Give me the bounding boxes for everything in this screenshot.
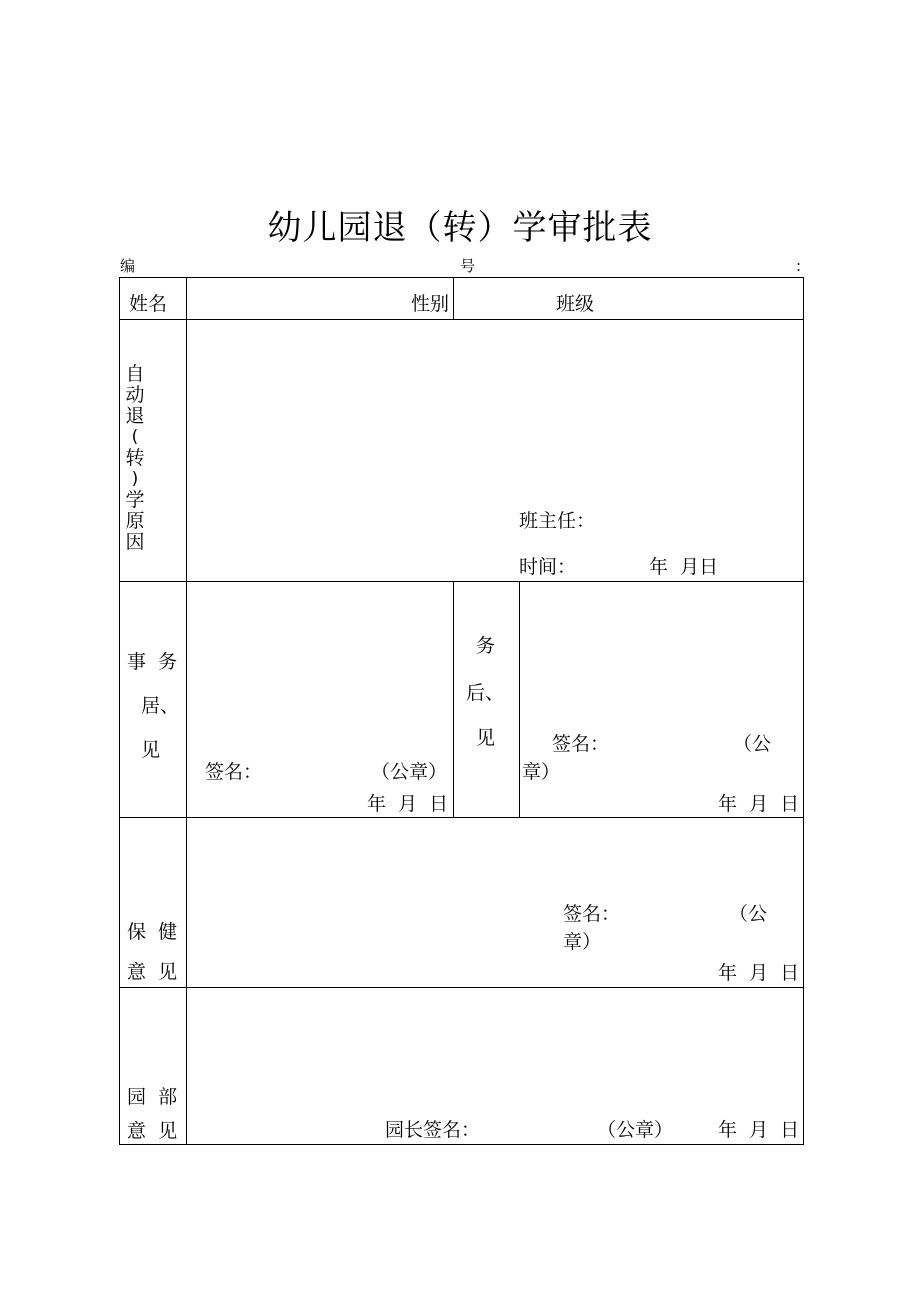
principal-label-2: 意 见	[127, 1120, 178, 1142]
affairs-left-label-1: 事 务	[127, 651, 178, 673]
table-border-top	[119, 277, 804, 278]
table-line-row4	[119, 987, 804, 988]
reason-time-label: 时间：	[519, 556, 577, 578]
affairs-mid-label-2: 后、	[466, 682, 505, 704]
reason-label: 自 动 退 ( 转 ) 学 原 因	[125, 363, 145, 553]
serial-colon: :	[796, 257, 802, 275]
health-label-2: 意 见	[127, 961, 178, 983]
row1-divider	[453, 277, 454, 319]
table-border-left	[119, 277, 120, 1145]
table-line-row2	[119, 581, 804, 582]
health-seal-2: 章）	[563, 931, 602, 953]
health-sign: 签名：	[563, 903, 621, 925]
affairs-left-label-2: 居、	[141, 695, 180, 717]
class-label: 班级	[556, 293, 595, 315]
table-border-right	[803, 277, 804, 1145]
health-label-1: 保 健	[127, 921, 178, 943]
serial-number-label: 号	[460, 257, 476, 275]
table-line-row3	[119, 817, 804, 818]
principal-sign: 园长签名：	[385, 1119, 481, 1141]
table-border-bottom	[119, 1144, 804, 1145]
affairs-right-seal-2: 章）	[522, 761, 561, 783]
affairs-left-seal: （公章）	[371, 761, 448, 783]
health-seal-1: （公	[729, 903, 768, 925]
table-line-row1	[119, 319, 804, 320]
form-title: 幼儿园退（转）学审批表	[267, 208, 653, 248]
principal-date: 年 月 日	[718, 1119, 800, 1141]
affairs-mid-label-1: 务	[476, 635, 496, 657]
affairs-divider-left	[453, 581, 454, 817]
gender-label: 性别	[411, 293, 450, 315]
principal-seal: （公章）	[597, 1119, 674, 1141]
affairs-right-date: 年 月 日	[718, 793, 800, 815]
affairs-mid-label-3: 见	[476, 727, 496, 749]
affairs-right-seal-1: （公	[733, 733, 772, 755]
teacher-label: 班主任：	[519, 510, 596, 532]
affairs-left-label-3: 见	[141, 739, 161, 761]
affairs-left-date: 年 月 日	[367, 793, 449, 815]
health-date: 年 月 日	[718, 962, 800, 984]
affairs-divider-right	[519, 581, 520, 817]
name-label: 姓名	[129, 293, 168, 315]
serial-label: 编	[120, 257, 136, 275]
table-label-divider	[186, 277, 187, 1145]
affairs-right-sign: 签名：	[552, 733, 610, 755]
principal-label-1: 园 部	[127, 1086, 178, 1108]
reason-date: 年 月日	[649, 556, 719, 578]
affairs-left-sign: 签名：	[205, 761, 263, 783]
